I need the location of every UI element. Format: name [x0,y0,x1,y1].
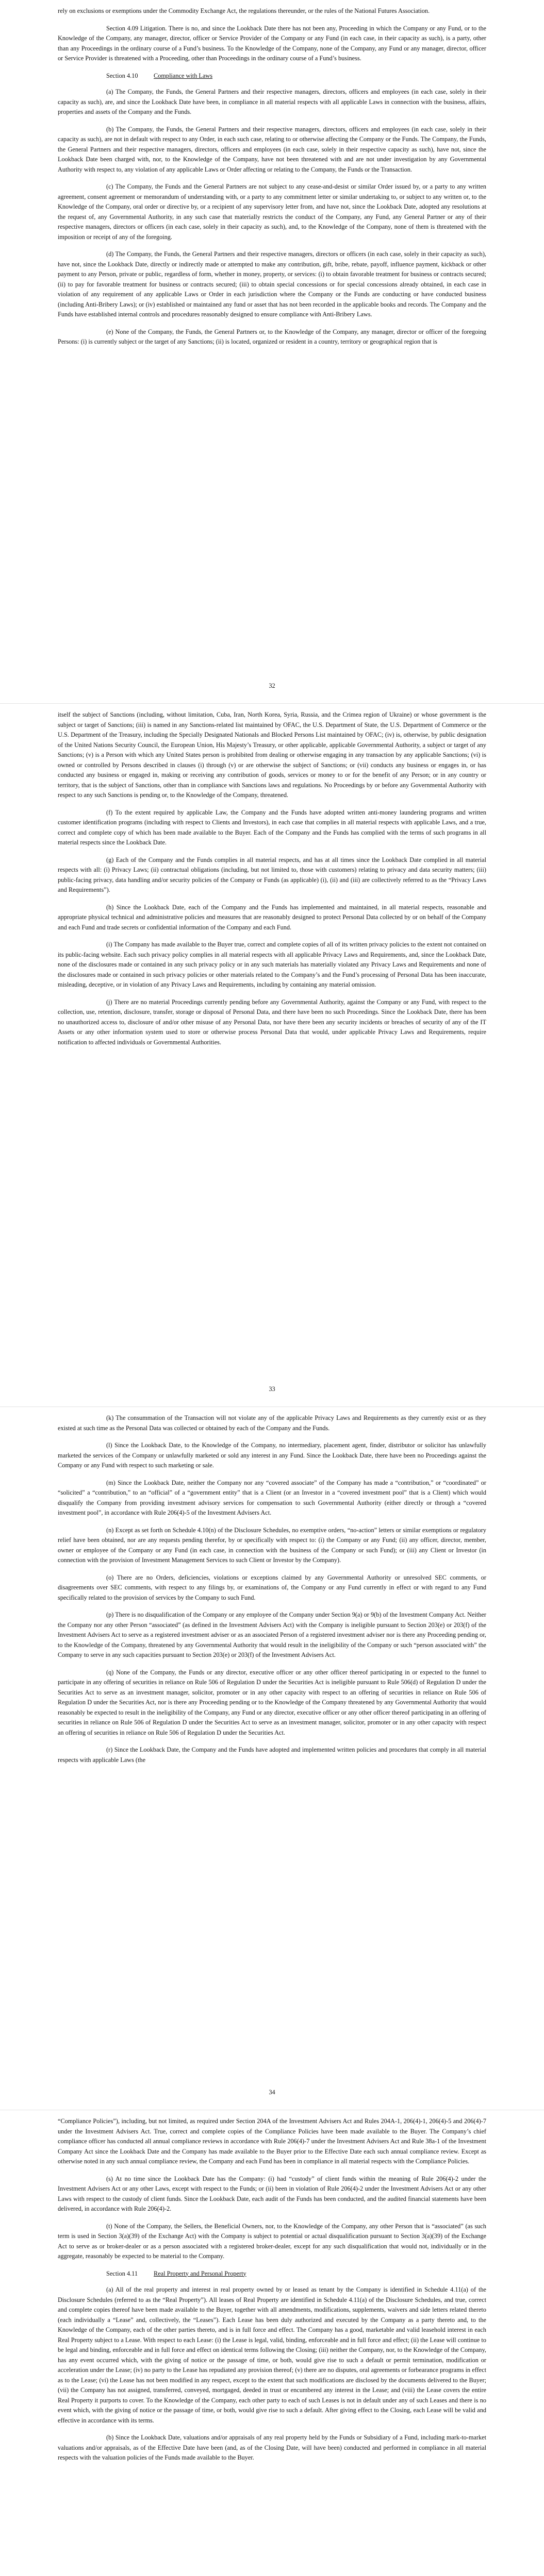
section-heading [106,2269,486,2279]
paragraph: (a) All of the real property and interest in real property owned by or leased as tenant by the Company is identified in Schedule 4.11(a) of the Disclosure Schedules (referred to as the “Real Property”). All leases of Real Property are identified in Schedule 4.11(a) of the Disclosure Schedules, and true, correct and complete copies thereof have been made available to the Buyer, together with all amendments, modifications, supplements, waivers and side letters related thereto (each individually a “Lease” and, collectively, the “Leases”). Each Lease has been duly authorized and executed by the Company as a party thereto and, to the Knowledge of the Company, each of the other parties thereto, and is in full force and effect. The Company has a good, marketable and valid leasehold interest in each Real Property subject to a Lease. With respect to each Lease: (i) the Lease is legal, valid, binding, enforceable and in full force and effect; (ii) the Lease will continue to be legal and binding, enforceable and in full force and effect on identical terms following the Closing; (iii) neither the Company, nor, to the Knowledge of the Company, has any event occurred which, with the giving of notice or the passage of time, or both, would give rise to such a default or permit termination, modification or acceleration under the Lease; (iv) no party to the Lease has repudiated any provision thereof; (v) there are no disputes, oral agreements or forbearance programs in effect as to the Lease; (vi) the Lease has not been modified in any respect, except to the extent that such modifications are disclosed by the documents delivered to the Buyer; (vii) the Company has not assigned, transferred, conveyed, mortgaged, deeded in trust or encumbered any interest in the Lease; and (viii) the Lease covers the entire Real Property it purports to cover. To the Knowledge of the Company, each other party to each of such Leases is not in default under any of such Leases and there is no event which, with the giving of notice or the passage of time, or both, would give rise to such a default. After giving effect to the Closing, each Lease will be valid and effective in accordance with its terms. [58,2286,486,2424]
page-33 [0,703,544,1406]
paragraph: (e) None of the Company, the Funds, the General Partners or, to the Knowledge of the Company, any manager, director or officer of the foregoing Persons: (i) is currently subject or the target of any Sanctions; (ii) is located, organized or resident in a country, territory or geographical region that is [58,328,486,345]
paragraph: (l) Since the Lookback Date, to the Knowledge of the Company, no intermediary, placement agent, finder, distributor or solicitor has unlawfully marketed the services of the Company or unlawfully marketed or sold any interest in any Fund. Since the Lookback Date, there have been no Proceedings against the Company or any Fund with respect to such marketing or sale. [58,1442,486,1469]
page-35 [0,2110,544,2576]
paragraph: (j) There are no material Proceedings currently pending before any Governmental Authority, against the Company or any Fund, with respect to the collection, use, retention, disclosure, transfer, storage or disposal of Personal Data, and there have been no such Proceedings. Since the Lookback Date, there has been no unauthorized access to, disclosure of and/or other misuse of any Personal Data, nor have there been any security incidents or breaches of security of any of the IT Assets or any other information system used to store or otherwise process Personal Data that would, under applicable Privacy Laws and Requirements, require notification to affected individuals or Governmental Authorities. [58,998,486,1046]
section-title: Real Property and Personal Property [154,2269,246,2277]
paragraph: (i) The Company has made available to the Buyer true, correct and complete copies of all of its written privacy policies to the extent not contained on its public-facing website. Each such privacy policy complies in all material respects with all applicable Privacy Laws and Requirements, and, since the Lookback Date, none of the disclosures made or contained in any such privacy policy or in any such materials has materially violated any Privacy Laws and Requirements and none of the disclosures made or contained in such privacy policies or other materials related to the Company’s and the Fund’s processing of Personal Data has been inaccurate, misleading, deceptive, or in violation of any Privacy Laws and Requirements, including by containing any material omission. [58,941,486,988]
paragraph: rely on exclusions or exemptions under the Commodity Exchange Act, the regulations thereunder, or the rules of the National Futures Association. [58,7,430,14]
paragraph: (h) Since the Lookback Date, each of the Company and the Funds has implemented and maintained, in all material respects, reasonable and appropriate physical technical and administrative policies and measures that are reasonably designed to protect Personal Data collected by or on behalf of the Company and each Fund and trade secrets or confidential information of the Company and each Fund. [58,903,486,931]
paragraph: (k) The consummation of the Transaction will not violate any of the applicable Privacy Laws and Requirements as they currently exist or as they existed at such time as the Personal Data was collected or obtained by each of the Company and the Funds. [58,1414,486,1432]
paragraph: (g) Each of the Company and the Funds complies in all material respects, and has at all times since the Lookback Date complied in all material respects with all: (i) Privacy Laws; (ii) contractual obligations (including, but not limited to, those with customers) relating to privacy and data security matters; (iii) public-facing privacy, data handling and/or security policies of the Company or Funds (as applicable) (i), (ii) and (iii) are collectively referred to as the “Privacy Laws and Requirements”). [58,856,486,893]
paragraph: Section 4.09 Litigation. There is no, and since the Lookback Date there has not been any, Proceeding in which the Company or any Fund, or to the Knowledge of the Company, any manager, director, officer or Service Provider of the Company or any Fund (in each case, in their capacity as such), is a party, other than any Proceedings in the ordinary course of a Fund’s business. To the Knowledge of the Company, none of the Company, any Fund or any manager, director, officer or Service Provider is threatened with a Proceeding, other than Proceedings in the ordinary course of a Fund’s business. [58,24,486,62]
paragraph: “Compliance Policies”), including, but not limited, as required under Section 204A of the Investment Advisers Act and Rules 204A-1, 206(4)-1, 206(4)-5 and 206(4)-7 under the Investment Advisers Act. True, correct and complete copies of the Compliance Policies have been made available to the Buyer. The Company’s chief compliance officer has conducted all annual compliance reviews in accordance with Rule 206(4)-7 under the Investment Advisers Act and Rule 38a-1 of the Investment Company Act since the Lookback Date and the Company has made available to the Buyer prior to the Effective Date each such annual compliance review. Except as otherwise noted in any such annual compliance review, the Company and each Fund has been in compliance in all material respects with the Compliance Policies. [58,2117,486,2165]
paragraph: (t) None of the Company, the Sellers, the Beneficial Owners, nor, to the Knowledge of the Company, any other Person that is “associated” (as such term is used in Section 3(a)(39) of the Exchange Act) with the Company is subject to potential or actual disqualification pursuant to Section 3(a)(39) of the Exchange Act to serve as or broker-dealer or as a person associated with a registered broker-dealer, except for any such disqualification that would not, individually or in the aggregate, reasonably be expected to be material to the Company. [58,2222,486,2260]
paragraph: (o) There are no Orders, deficiencies, violations or exceptions claimed by any Governmental Authority or unresolved SEC comments, or disagreements over SEC comments, with respect to any filings by, or examinations of, the Company or any Fund currently in effect or with regard to any Fund specifically related to the provision of services by the Company to such Fund. [58,1573,486,1601]
paragraph: (r) Since the Lookback Date, the Company and the Funds have adopted and implemented written policies and procedures that comply in all material respects with applicable Laws (the [58,1746,486,1764]
paragraph: (b) The Company, the Funds, the General Partners and their respective managers, directors, officers and employees (in each case, solely in their capacity as such), are not in default with respect to any Order, in each such case, relating to or otherwise affecting the Company or the Funds. The Company, the Funds, the General Partners and their respective managers, directors, officers and employees (in each case, solely in their respective capacity as such), have not, since the Lookback Date been charged with, nor, to the Knowledge of the Company, have not been threatened with and are not under investigation by any Governmental Authority with respect to, any violation of any applicable Laws or Order affecting or relating to the Company, the Funds or the Transaction. [58,125,486,173]
paragraph: (q) None of the Company, the Funds or any director, executive officer or any other officer thereof participating in or expected to the funnel to participate in any offering of securities in reliance on Rule 506 of Regulation D under the Securities Act is ineligible pursuant to Rule 506(d) of Regulation D under the Securities Act to serve as an investment manager, solicitor, promoter or in any other capacity with respect to an offering of securities in reliance on Rule 506 of Regulation D under the Securities Act, nor is there any Proceeding pending or to the Knowledge of the Company threatened by any Governmental Authority that would reasonably be expected to result in the ineligibility of the Company, any Fund or any director, executive officer or any other officer thereof participating in an offering of securities in reliance on Rule 506 of Regulation D under the Securities Act to serve as an investment manager, solicitor, promoter or in any other capacity with respect an offering of securities in reliance on Rule 506 of Regulation D under the Securities Act. [58,1668,486,1736]
paragraph: (m) Since the Lookback Date, neither the Company nor any “covered associate” of the Company has made a “contribution,” or “coordinated” or “solicited” a “contribution,” to an “official” of a “government entity” that is a Client (or an Investor in a “covered investment pool” that is a Client) which would disqualify the Company from providing investment advisory services for compensation to such Governmental Authority (either directly or through a “covered investment pool”, in accordance with Rule 206(4)-5 of the Investment Advisers Act. [58,1479,486,1516]
paragraph: (f) To the extent required by applicable Law, the Company and the Funds have adopted written anti-money laundering programs and written customer identification programs (including with respect to Clients and Investors), in each case that complies in all material respects with applicable Laws, and a true, correct and complete copy of which has been made available to the Buyer. Each of the Company and the Funds has complied with the terms of such programs in all material respects since the Lookback Date. [58,808,486,846]
paragraph: itself the subject of Sanctions (including, without limitation, Cuba, Iran, North Korea, Syria, Russia, and the Crimea region of Ukraine) or whose government is the subject or target of Sanctions; (iii) is named in any Sanctions-related list maintained by OFAC, the U.S. Department of State, the U.S. Department of Commerce or the U.S. Department of the Treasury, including the Specially Designated Nationals and Blocked Persons List maintained by OFAC; (iv) is, otherwise, by public designation of the United Nations Security Council, the European Union, His Majesty’s Treasury, or other applicable, applicable Governmental Authority, a subject or target of any Sanctions; (v) is a Person with which any United States person is prohibited from dealing or otherwise engaging in any transaction by any applicable Sanctions; (vi) is owned or controlled by Persons described in clauses (i) through (v) or are otherwise the subject of Sanctions; or (vii) conducts any business or engages in, or has conducted any business or engaged in, making or receiving any contribution of goods, services or money to or for the benefit of any Person; or in any country or territory, that is the subject of Sanctions, other than in compliance with Sanctions laws and regulations. No Proceedings by or before any Governmental Authority with respect to any such Sanctions is pending or, to the Knowledge of the Company, threatened. [58,711,486,799]
paragraph: (a) The Company, the Funds, the General Partners and their respective managers, directors, officers and employees (in each case, solely in their capacity as such), are, and since the Lookback Date have been, in compliance in all material respects with all applicable Laws in connection with the business, affairs, properties and assets of the Company and the Funds. [58,88,486,115]
paragraph: (s) At no time since the Lookback Date has the Company: (i) had “custody” of client funds within the meaning of Rule 206(4)-2 under the Investment Advisers Act or any other Laws, except with respect to the Funds; or (ii) been in violation of Rule 206(4)-2 under the Investment Advisers Act or any other Laws with respect to the custody of client funds. Since the Lookback Date, each audit of the Funds has been conducted, and the audited financial statements have been delivered, in accordance with Rule 206(4)-2. [58,2175,486,2212]
paragraph: (b) Since the Lookback Date, valuations and/or appraisals of any real property held by the Funds or Subsidiary of a Fund, including mark-to-market valuations and/or appraisals, as of the Effective Date have been (and, as of the Closing Date, will have been) conducted and performed in compliance in all material respects with the valuation policies of the Funds made available to the Buyer. [58,2434,486,2461]
page-number: 32 [269,682,275,689]
page-number: 33 [269,1385,275,1393]
paragraph: (n) Except as set forth on Schedule 4.10(n) of the Disclosure Schedules, no exemptive orders, “no-action” letters or similar exemptions or regulatory relief have been obtained, nor are any requests pending therefor, by or specifically with respect to: (i) the Company or any Fund; (ii) any officer, director, member, owner or employee of the Company or any Fund (in each case, in connection with the business of the Company or such Fund); or (iii) any Client or Investor (in connection with the provision of Investment Management Services to such Client or Investor by the Company). [58,1526,486,1564]
page-number: 34 [269,2089,275,2096]
paragraph: (d) The Company, the Funds, the General Partners and their respective managers, directors or officers (in each case, solely in their capacity as such), have not, since the Lookback Date, directly or indirectly made or attempted to make any contribution, gift, bribe, rebate, payoff, influence payment, kickback or other payment to any Person, private or public, regardless of form, whether in money, property, or services: (i) to obtain favorable treatment for business or contracts secured; (ii) to pay for favorable treatment for business or contracts secured; (iii) to obtain special concessions or for special concessions already obtained, in each case in violation of any requirement of any applicable Laws or Order in each jurisdiction where the Company or the Funds are conducting or have conducted business (including Anti-Bribery Laws); or (iv) established or maintained any fund or asset that has not been recorded in the applicable books and records. The Company and the Funds have established internal controls and procedures reasonably designed to ensure compliance with Anti-Bribery Laws. [58,250,486,318]
paragraph: (p) There is no disqualification of the Company or any employee of the Company under Section 9(a) or 9(b) of the Investment Company Act. Neither the Company nor any other Person “associated” (as defined in the Investment Advisers Act) with the Company is ineligible pursuant to Section 203(e) or 203(f) of the Investment Advisers Act to serve as a registered investment adviser or as an associated Person of a registered investment adviser nor is there any Proceeding pending or, to the Knowledge of the Company, threatened by any Governmental Authority that would result in the ineligibility of the Company or such “person associated with” the Company to serve in any such capacities pursuant to Section 203(e) or 203(f) of the Investment Advisers Act. [58,1611,486,1658]
page-34 [0,1406,544,2110]
section-number: Section 4.10 [106,72,138,79]
section-heading [106,71,486,81]
section-number: Section 4.11 [106,2269,138,2277]
paragraph: (c) The Company, the Funds and the General Partners are not subject to any cease-and-desist or similar Order issued by, or a party to any written agreement, consent agreement or memorandum of understanding with, or a party to any commitment letter or similar undertaking to, or subject to any written or, to the Knowledge of the Company, oral order or directive by, or a recipient of any supervisory letter from, and have not, since the Lookback Date, adopted any resolutions at the request of, any Governmental Authority, in any such case that materially restricts the conduct of the Company, any Fund, any General Partner or any of their respective managers, directors or officers (in each case, solely in their capacity as such), and, to the Knowledge of the Company, none of them is threatened with the imposition or receipt of any of the foregoing. [58,183,486,241]
page-32 [0,0,544,703]
section-title: Compliance with Laws [154,72,213,79]
